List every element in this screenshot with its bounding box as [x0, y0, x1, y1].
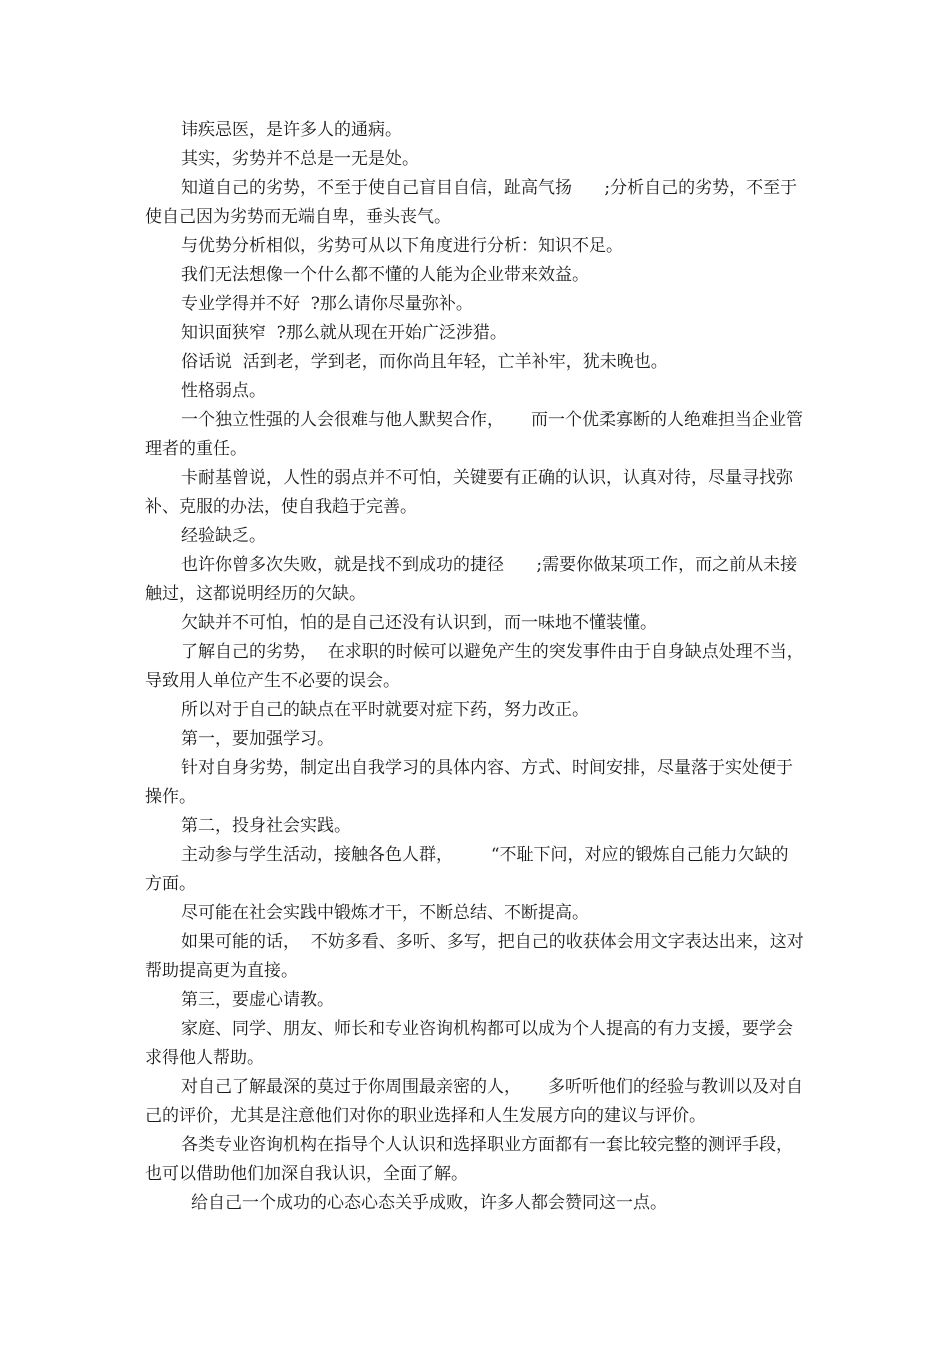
paragraph: 尽可能在社会实践中锻炼才干，不断总结、不断提高。 [181, 903, 589, 923]
paragraph: 所以对于自己的缺点在平时就要对症下药，努力改正。 [181, 700, 589, 720]
paragraph: 卡耐基曾说，人性的弱点并不可怕，关键要有正确的认识，认真对待，尽量寻找弥补、克服的办法，使自我趋于完善。 [145, 468, 793, 517]
paragraph: 知识面狭窄 ?那么就从现在开始广泛涉猎。 [181, 323, 507, 343]
paragraph: 第二，投身社会实践。 [181, 816, 351, 836]
paragraph: 一个独立性强的人会很难与他人默契合作， 而一个优柔寡断的人绝难担当企业管理者的重任。 [145, 410, 804, 459]
paragraph: 欠缺并不可怕，怕的是自己还没有认识到，而一味地不懂装懂。 [181, 613, 657, 633]
paragraph: 性格弱点。 [181, 381, 266, 401]
paragraph: 对自己了解最深的莫过于你周围最亲密的人， 多听听他们的经验与教训以及对自己的评价，尤其是注意他们对你的职业选择和人生发展方向的建议与评价。 [145, 1077, 804, 1126]
paragraph: 知道自己的劣势，不至于使自己盲目自信，趾高气扬 ;分析自己的劣势，不至于使自己因为劣势而无端自卑，垂头丧气。 [145, 178, 798, 227]
paragraph: 俗话说 活到老，学到老，而你尚且年轻，亡羊补牢，犹未晚也。 [181, 352, 668, 372]
paragraph: 其实，劣势并不总是一无是处。 [181, 149, 419, 169]
paragraph: 针对自身劣势，制定出自我学习的具体内容、方式、时间安排，尽量落于实处便于操作。 [145, 758, 793, 807]
paragraph: 各类专业咨询机构在指导个人认识和选择职业方面都有一套比较完整的测评手段，也可以借助他们加深自我认识，全面了解。 [145, 1135, 793, 1184]
paragraph: 讳疾忌医，是许多人的通病。 [181, 120, 402, 140]
paragraph: 第三，要虚心请教。 [181, 990, 334, 1010]
body-text [145, 116, 805, 1218]
paragraph: 我们无法想像一个什么都不懂的人能为企业带来效益。 [181, 265, 589, 285]
paragraph: 给自己一个成功的心态心态关乎成败，许多人都会赞同这一点。 [191, 1193, 667, 1213]
paragraph: 如果可能的话， 不妨多看、多听、多写，把自己的收获体会用文字表达出来，这对帮助提高更为直接。 [145, 932, 804, 981]
paragraph: 了解自己的劣势， 在求职的时候可以避免产生的突发事件由于自身缺点处理不当，导致用人单位产生不必要的误会。 [145, 642, 804, 691]
paragraph: 与优势分析相似，劣势可从以下角度进行分析：知识不足。 [181, 236, 623, 256]
paragraph: 第一，要加强学习。 [181, 729, 334, 749]
paragraph: 经验缺乏。 [181, 526, 266, 546]
paragraph: 家庭、同学、朋友、师长和专业咨询机构都可以成为个人提高的有力支援，要学会求得他人帮助。 [145, 1019, 793, 1068]
paragraph: 专业学得并不好 ?那么请你尽量弥补。 [181, 294, 473, 314]
paragraph: 也许你曾多次失败，就是找不到成功的捷径 ;需要你做某项工作，而之前从未接触过，这都说明经历的欠缺。 [145, 555, 798, 604]
paragraph: 主动参与学生活动，接触各色人群， “不耻下问，对应的锻炼自己能力欠缺的方面。 [145, 845, 789, 894]
